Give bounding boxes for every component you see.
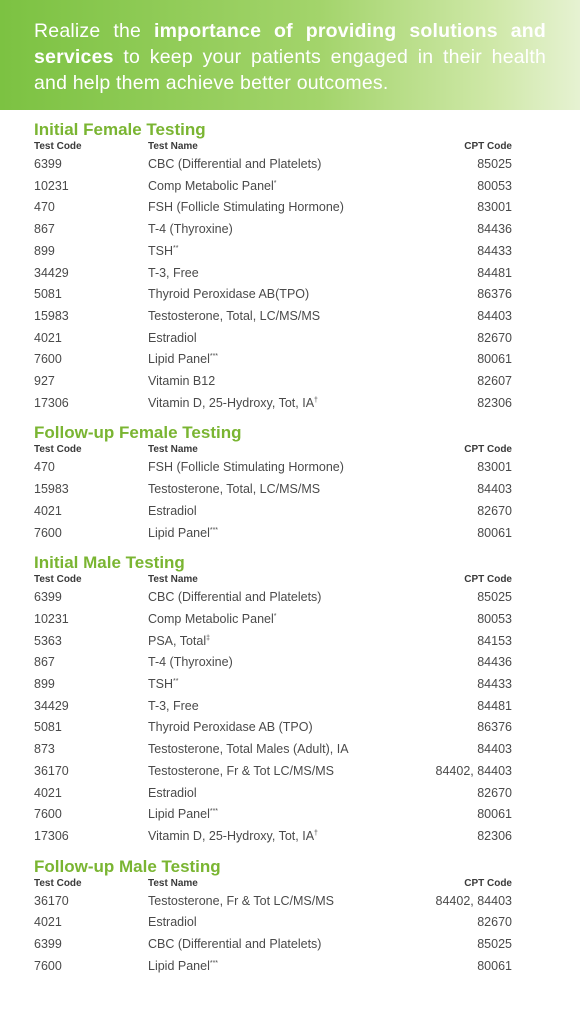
test-code: 7600: [34, 352, 62, 367]
cpt-code: 84436: [477, 222, 512, 237]
cpt-code-header: CPT Code: [464, 877, 512, 889]
test-code: 6399: [34, 937, 62, 952]
test-code: 17306: [34, 828, 69, 843]
test-code: 873: [34, 742, 55, 757]
test-name: Vitamin D, 25-Hydroxy, Tot, IA: [148, 395, 315, 410]
table-row: [34, 263, 512, 285]
test-code: 867: [34, 655, 55, 670]
section-title: Initial Female Testing: [34, 120, 206, 139]
test-name: FSH (Follicle Stimulating Hormone): [148, 460, 344, 475]
test-name-cell: [148, 154, 392, 176]
test-name-cell: [148, 652, 392, 674]
test-name-cell: [148, 696, 392, 718]
test-name-cell: [148, 631, 392, 653]
test-name-cell: [148, 284, 392, 306]
cpt-code: 82306: [477, 828, 512, 843]
footnote-marker: ***: [209, 353, 219, 361]
footnote-marker: *: [273, 179, 277, 187]
test-name: Lipid Panel: [148, 807, 210, 822]
cpt-code: 84433: [477, 243, 512, 258]
test-name-header: Test Name: [148, 574, 198, 586]
test-name: Vitamin B12: [148, 374, 216, 389]
section-title: Follow-up Male Testing: [34, 856, 221, 876]
table-row: [34, 479, 512, 501]
table-row: [34, 349, 512, 371]
cpt-code: 84433: [477, 677, 512, 692]
table-row: [34, 934, 512, 956]
cpt-code: 84402, 84403: [435, 763, 512, 778]
cpt-code: 82670: [477, 915, 512, 930]
test-section: [34, 553, 512, 847]
test-code: 34429: [34, 265, 69, 280]
test-name-cell: [148, 891, 392, 913]
test-name: T-4 (Thyroxine): [148, 222, 233, 237]
table-row: [34, 912, 512, 934]
cpt-code: 85025: [477, 590, 512, 605]
test-name-cell: [148, 934, 392, 956]
test-code: 927: [34, 374, 55, 389]
table-row: [34, 826, 512, 848]
test-name: Thyroid Peroxidase AB(TPO): [148, 287, 310, 302]
test-name-cell: [148, 393, 392, 415]
footnote-marker: *: [273, 612, 277, 620]
test-name-cell: [148, 219, 392, 241]
footnote-marker: ***: [209, 526, 219, 534]
test-section: [34, 120, 512, 414]
intro-text-part1: Realize the: [34, 20, 154, 42]
cpt-code: 82607: [477, 374, 512, 389]
footnote-marker: †: [314, 396, 318, 404]
cpt-code: 84481: [477, 265, 512, 280]
cpt-code: 80061: [477, 958, 512, 973]
test-code: 7600: [34, 807, 62, 822]
test-code: 4021: [34, 330, 62, 345]
cpt-code-header: CPT Code: [464, 574, 512, 586]
table-row: [34, 241, 512, 263]
test-code: 899: [34, 677, 55, 692]
table-row: [34, 219, 512, 241]
cpt-code: 84402, 84403: [435, 893, 512, 908]
cpt-code: 86376: [477, 287, 512, 302]
test-name: Vitamin D, 25-Hydroxy, Tot, IA: [148, 828, 315, 843]
table-row: [34, 652, 512, 674]
cpt-code: 84403: [477, 742, 512, 757]
test-code: 4021: [34, 915, 62, 930]
test-code: 7600: [34, 525, 62, 540]
test-name-cell: [148, 761, 392, 783]
test-sections: [0, 110, 580, 978]
test-name-cell: [148, 739, 392, 761]
footnote-marker: **: [173, 244, 179, 252]
test-name-cell: [148, 804, 392, 826]
cpt-code: 80061: [477, 525, 512, 540]
test-name-cell: [148, 349, 392, 371]
table-header: [34, 878, 512, 890]
test-name-cell: [148, 263, 392, 285]
table-row: [34, 609, 512, 631]
test-name: T-3, Free: [148, 698, 199, 713]
cpt-code: 82670: [477, 503, 512, 518]
test-name-cell: [148, 241, 392, 263]
test-name-cell: [148, 501, 392, 523]
test-name-cell: [148, 783, 392, 805]
test-name-cell: [148, 912, 392, 934]
test-name: TSH: [148, 677, 173, 692]
test-code: 6399: [34, 590, 62, 605]
table-row: [34, 587, 512, 609]
test-code: 899: [34, 243, 55, 258]
test-name-cell: [148, 176, 392, 198]
table-row: [34, 284, 512, 306]
intro-banner: [0, 0, 580, 110]
test-name: Testosterone, Total, LC/MS/MS: [148, 482, 321, 497]
section-title: Follow-up Female Testing: [34, 423, 242, 443]
cpt-code-header: CPT Code: [464, 141, 512, 152]
intro-text: [34, 18, 546, 96]
test-code: 7600: [34, 958, 62, 973]
cpt-code: 84403: [477, 482, 512, 497]
table-row: [34, 154, 512, 176]
table-row: [34, 717, 512, 739]
cpt-code: 83001: [477, 460, 512, 475]
test-code-header: Test Code: [34, 574, 82, 586]
test-name-cell: [148, 328, 392, 350]
test-code: 10231: [34, 178, 69, 193]
table-row: [34, 176, 512, 198]
test-name: CBC (Differential and Platelets): [148, 590, 322, 605]
footnote-marker: †: [314, 829, 318, 837]
cpt-code: 82670: [477, 785, 512, 800]
test-code-header: Test Code: [34, 877, 82, 889]
test-name: CBC (Differential and Platelets): [148, 157, 322, 171]
test-name: Testosterone, Fr & Tot LC/MS/MS: [148, 893, 334, 908]
table-header: [34, 141, 512, 153]
table-row: [34, 696, 512, 718]
test-name-cell: [148, 197, 392, 219]
test-name: Estradiol: [148, 330, 197, 345]
test-section: [34, 857, 512, 978]
cpt-code: 82306: [477, 395, 512, 410]
cpt-code: 80053: [477, 178, 512, 193]
test-code: 470: [34, 200, 55, 215]
test-name: FSH (Follicle Stimulating Hormone): [148, 200, 344, 215]
footnote-marker: ‡: [206, 634, 211, 642]
intro-text-emphasis: importance of providing solutions and services: [34, 20, 546, 68]
cpt-code: 84436: [477, 655, 512, 670]
intro-text-part2: to keep your patients engaged in their health and help them achieve better outcomes.: [34, 46, 546, 94]
test-code: 15983: [34, 482, 69, 497]
cpt-code: 85025: [477, 937, 512, 952]
cpt-code: 85025: [477, 157, 512, 171]
test-name: Lipid Panel: [148, 352, 210, 367]
table-row: [34, 371, 512, 393]
cpt-code: 84153: [477, 633, 512, 648]
table-row: [34, 523, 512, 545]
table-row: [34, 501, 512, 523]
cpt-code: 84481: [477, 698, 512, 713]
footnote-marker: **: [173, 678, 179, 686]
test-name: Estradiol: [148, 503, 197, 518]
test-name: Testosterone, Total, LC/MS/MS: [148, 308, 321, 323]
table-row: [34, 306, 512, 328]
cpt-code: 86376: [477, 720, 512, 735]
table-row: [34, 761, 512, 783]
test-name-cell: [148, 523, 392, 545]
cpt-code: 82670: [477, 330, 512, 345]
cpt-code: 80061: [477, 352, 512, 367]
test-code-header: Test Code: [34, 444, 82, 456]
test-code: 4021: [34, 785, 62, 800]
test-name-cell: [148, 956, 392, 978]
test-name-header: Test Name: [148, 444, 198, 456]
test-name-cell: [148, 674, 392, 696]
cpt-code-header: CPT Code: [464, 444, 512, 456]
test-code: 5081: [34, 287, 62, 302]
test-name: CBC (Differential and Platelets): [148, 937, 322, 952]
test-code: 5363: [34, 633, 62, 648]
footnote-marker: ***: [209, 808, 219, 816]
test-name-cell: [148, 609, 392, 631]
table-row: [34, 197, 512, 219]
test-name: Lipid Panel: [148, 958, 210, 973]
test-section: [34, 423, 512, 544]
test-name: TSH: [148, 243, 173, 258]
table-header: [34, 444, 512, 456]
test-name: T-4 (Thyroxine): [148, 655, 233, 670]
cpt-code: 80053: [477, 611, 512, 626]
test-name: Testosterone, Fr & Tot LC/MS/MS: [148, 763, 334, 778]
table-row: [34, 457, 512, 479]
test-name-cell: [148, 717, 392, 739]
test-code: 36170: [34, 893, 69, 908]
table-row: [34, 739, 512, 761]
test-code: 4021: [34, 503, 62, 518]
footnote-marker: ***: [209, 959, 219, 967]
test-name-cell: [148, 479, 392, 501]
table-row: [34, 631, 512, 653]
test-name-header: Test Name: [148, 877, 198, 889]
table-row: [34, 783, 512, 805]
test-name: Estradiol: [148, 915, 197, 930]
table-row: [34, 393, 512, 415]
test-code-header: Test Code: [34, 141, 82, 152]
test-code: 36170: [34, 763, 69, 778]
test-name: Comp Metabolic Panel: [148, 178, 274, 193]
table-row: [34, 328, 512, 350]
table-row: [34, 891, 512, 913]
section-title: Initial Male Testing: [34, 553, 185, 573]
test-name-cell: [148, 826, 392, 848]
test-name: T-3, Free: [148, 265, 199, 280]
test-name-cell: [148, 457, 392, 479]
test-code: 17306: [34, 395, 69, 410]
table-header: [34, 574, 512, 586]
cpt-code: 80061: [477, 807, 512, 822]
test-name-cell: [148, 306, 392, 328]
test-code: 867: [34, 222, 55, 237]
test-name: Lipid Panel: [148, 525, 210, 540]
table-row: [34, 956, 512, 978]
test-name: Estradiol: [148, 785, 197, 800]
test-code: 34429: [34, 698, 69, 713]
test-code: 10231: [34, 611, 69, 626]
table-row: [34, 674, 512, 696]
test-code: 15983: [34, 308, 69, 323]
test-name-header: Test Name: [148, 141, 198, 152]
cpt-code: 84403: [477, 308, 512, 323]
test-name-cell: [148, 371, 392, 393]
test-name-cell: [148, 587, 392, 609]
test-name: PSA, Total: [148, 633, 207, 648]
table-row: [34, 804, 512, 826]
test-code: 470: [34, 460, 55, 475]
test-name: Testosterone, Total Males (Adult), IA: [148, 742, 349, 757]
test-name: Comp Metabolic Panel: [148, 611, 274, 626]
test-code: 5081: [34, 720, 62, 735]
test-code: 6399: [34, 157, 62, 171]
cpt-code: 83001: [477, 200, 512, 215]
test-name: Thyroid Peroxidase AB (TPO): [148, 720, 313, 735]
